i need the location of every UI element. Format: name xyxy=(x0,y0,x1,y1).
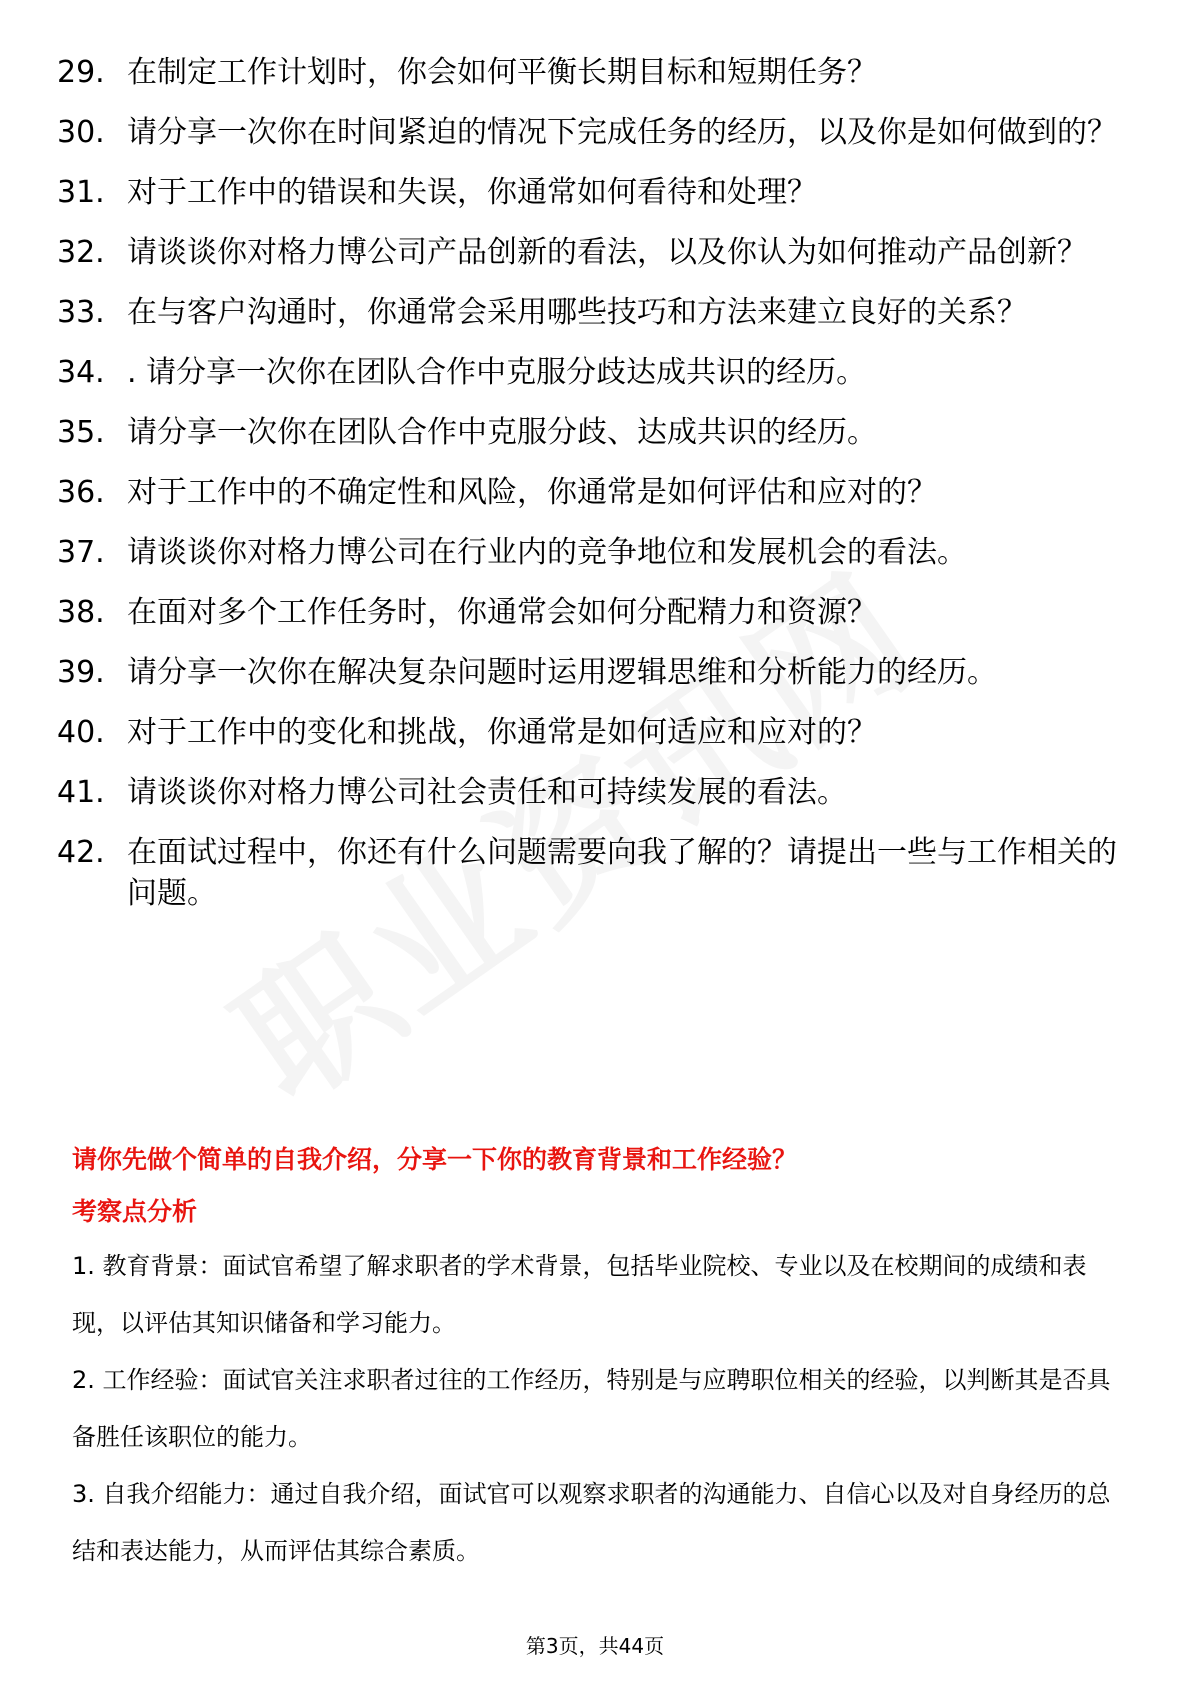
question-item xyxy=(57,592,1117,633)
question-item xyxy=(57,832,1117,914)
question-number: 30. xyxy=(57,115,105,150)
question-number: 34. xyxy=(57,355,105,390)
question-number: 41. xyxy=(57,775,105,810)
question-number: 42. xyxy=(57,835,105,870)
question-text: 请分享一次你在团队合作中克服分歧、达成共识的经历。 xyxy=(127,415,877,450)
analysis-section xyxy=(72,1142,1122,1580)
analysis-point: 1. 教育背景：面试官希望了解求职者的学术背景，包括毕业院校、专业以及在校期间的成绩和表现，以评估其知识储备和学习能力。 xyxy=(72,1252,1087,1337)
question-text: 在制定工作计划时，你会如何平衡长期目标和短期任务？ xyxy=(127,55,877,90)
question-text: . 请分享一次你在团队合作中克服分歧达成共识的经历。 xyxy=(127,355,867,390)
question-text: 在与客户沟通时，你通常会采用哪些技巧和方法来建立良好的关系？ xyxy=(127,295,1027,330)
page-footer: 第3页，共44页 xyxy=(525,1634,665,1658)
question-text: 对于工作中的变化和挑战，你通常是如何适应和应对的？ xyxy=(127,715,877,750)
question-number: 40. xyxy=(57,715,105,750)
question-number: 29. xyxy=(57,55,105,90)
analysis-point: 3. 自我介绍能力：通过自我介绍，面试官可以观察求职者的沟通能力、自信心以及对自身经历的总结和表达能力，从而评估其综合素质。 xyxy=(72,1480,1111,1565)
question-item xyxy=(57,412,1117,453)
question-number: 37. xyxy=(57,535,105,570)
question-text: 请谈谈你对格力博公司社会责任和可持续发展的看法。 xyxy=(127,775,847,810)
question-number: 31. xyxy=(57,175,105,210)
question-item xyxy=(57,352,1117,393)
question-text: 请谈谈你对格力博公司在行业内的竞争地位和发展机会的看法。 xyxy=(127,535,967,570)
question-item xyxy=(57,652,1117,693)
question-number: 33. xyxy=(57,295,105,330)
question-text: 在面试过程中，你还有什么问题需要向我了解的？请提出一些与工作相关的问题。 xyxy=(127,835,1117,911)
analysis-point: 2. 工作经验：面试官关注求职者过往的工作经历，特别是与应聘职位相关的经验，以判断其是否具备胜任该职位的能力。 xyxy=(72,1366,1111,1451)
question-item xyxy=(57,472,1117,513)
question-list xyxy=(57,52,1117,933)
question-item xyxy=(57,772,1117,813)
question-number: 38. xyxy=(57,595,105,630)
question-text: 请谈谈你对格力博公司产品创新的看法，以及你认为如何推动产品创新？ xyxy=(127,235,1087,270)
question-item xyxy=(57,712,1117,753)
question-number: 35. xyxy=(57,415,105,450)
section-heading: 请你先做个简单的自我介绍，分享一下你的教育背景和工作经验？ xyxy=(72,1145,798,1174)
question-number: 39. xyxy=(57,655,105,690)
question-text: 请分享一次你在时间紧迫的情况下完成任务的经历，以及你是如何做到的？ xyxy=(127,115,1117,150)
question-item xyxy=(57,532,1117,573)
question-item xyxy=(57,172,1117,213)
question-text: 请分享一次你在解决复杂问题时运用逻辑思维和分析能力的经历。 xyxy=(127,655,997,690)
question-text: 对于工作中的错误和失误，你通常如何看待和处理？ xyxy=(127,175,817,210)
question-item xyxy=(57,292,1117,333)
question-text: 在面对多个工作任务时，你通常会如何分配精力和资源？ xyxy=(127,595,877,630)
question-text: 对于工作中的不确定性和风险，你通常是如何评估和应对的？ xyxy=(127,475,937,510)
question-item xyxy=(57,232,1117,273)
question-number: 32. xyxy=(57,235,105,270)
section-subheading: 考察点分析 xyxy=(72,1197,198,1226)
question-number: 36. xyxy=(57,475,105,510)
question-item xyxy=(57,112,1117,153)
question-item xyxy=(57,52,1117,93)
